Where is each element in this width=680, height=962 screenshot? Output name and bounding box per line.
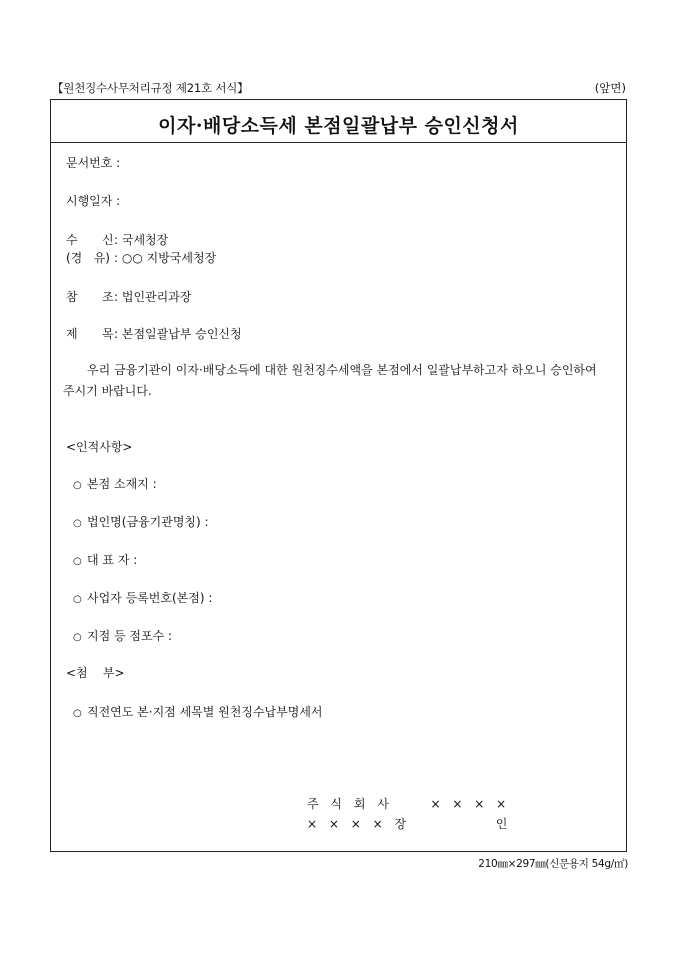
via-value: : ○○ 지방국세청장 (114, 251, 217, 265)
subject-label-char-2: 목 (102, 327, 114, 341)
personal-item (73, 513, 209, 530)
doc-number-label: 문서번호 : (66, 156, 121, 170)
personal-item (73, 627, 172, 644)
company-signature-line (307, 795, 510, 812)
subject-label-char-1: 제 (66, 327, 78, 341)
personal-item (73, 589, 212, 606)
bullet-icon: ○ (73, 708, 82, 719)
bullet-icon: ○ (73, 632, 82, 643)
date-field (66, 192, 120, 209)
doc-number-field (66, 154, 120, 171)
reference-label-char-1: 참 (66, 290, 78, 304)
title-row (51, 100, 626, 143)
personal-item-label: 대 표 자 : (87, 553, 138, 567)
personal-section-title: <인적사항> (66, 440, 133, 454)
regulation-reference: 【원천징수사무처리규정 제21호 서식】 (52, 81, 249, 95)
attachment-section-title: <첨 부> (66, 666, 125, 680)
application-form (50, 99, 627, 852)
head-signature-line (307, 815, 511, 832)
via-label: (경 유) (66, 251, 110, 265)
attachment-item (73, 703, 323, 720)
request-body-text: 우리 금융기관이 이자·배당소득에 대한 원천징수세액을 본점에서 일괄납부하고자 하오니 승인하여 주시기 바랍니다. (63, 363, 597, 398)
recipient-label-char-2: 신 (102, 233, 114, 247)
personal-item-label: 법인명(금융기관명칭) : (87, 515, 209, 529)
personal-item (73, 475, 157, 492)
head-label: × × × × 장 (307, 817, 411, 831)
attachment-item-label: 직전연도 본·지점 세목별 원천징수납부명세서 (87, 705, 323, 719)
recipient-label-char-1: 수 (66, 233, 78, 247)
bullet-icon: ○ (73, 518, 82, 529)
date-label: 시행일자 : (66, 194, 121, 208)
company-value: × × × × (430, 797, 511, 811)
personal-item-label: 본점 소재지 : (87, 477, 157, 491)
personal-item-label: 지점 등 점포수 : (87, 629, 173, 643)
via-field (66, 249, 216, 266)
paper-spec-note: 210㎜×297㎜(신문용지 54g/㎡) (478, 858, 628, 870)
recipient-label (66, 231, 114, 248)
bullet-icon: ○ (73, 556, 82, 567)
subject-label (66, 325, 114, 342)
reference-label (66, 288, 114, 305)
recipient-value: : 국세청장 (114, 233, 169, 247)
subject-value: : 본점일괄납부 승인신청 (114, 327, 242, 341)
page-side-label: (앞면) (594, 81, 626, 95)
seal-mark: 인 (495, 817, 512, 831)
bullet-icon: ○ (73, 480, 82, 491)
recipient-field (66, 231, 168, 248)
personal-item-label: 사업자 등록번호(본점) : (87, 591, 213, 605)
reference-field (66, 288, 191, 305)
form-title: 이자·배당소득세 본점일괄납부 승인신청서 (158, 115, 519, 137)
subject-field (66, 325, 242, 342)
company-label: 주 식 회 사 (307, 797, 393, 811)
reference-label-char-2: 조 (102, 290, 114, 304)
personal-item (73, 551, 137, 568)
reference-value: : 법인관리과장 (114, 290, 192, 304)
bullet-icon: ○ (73, 594, 82, 605)
